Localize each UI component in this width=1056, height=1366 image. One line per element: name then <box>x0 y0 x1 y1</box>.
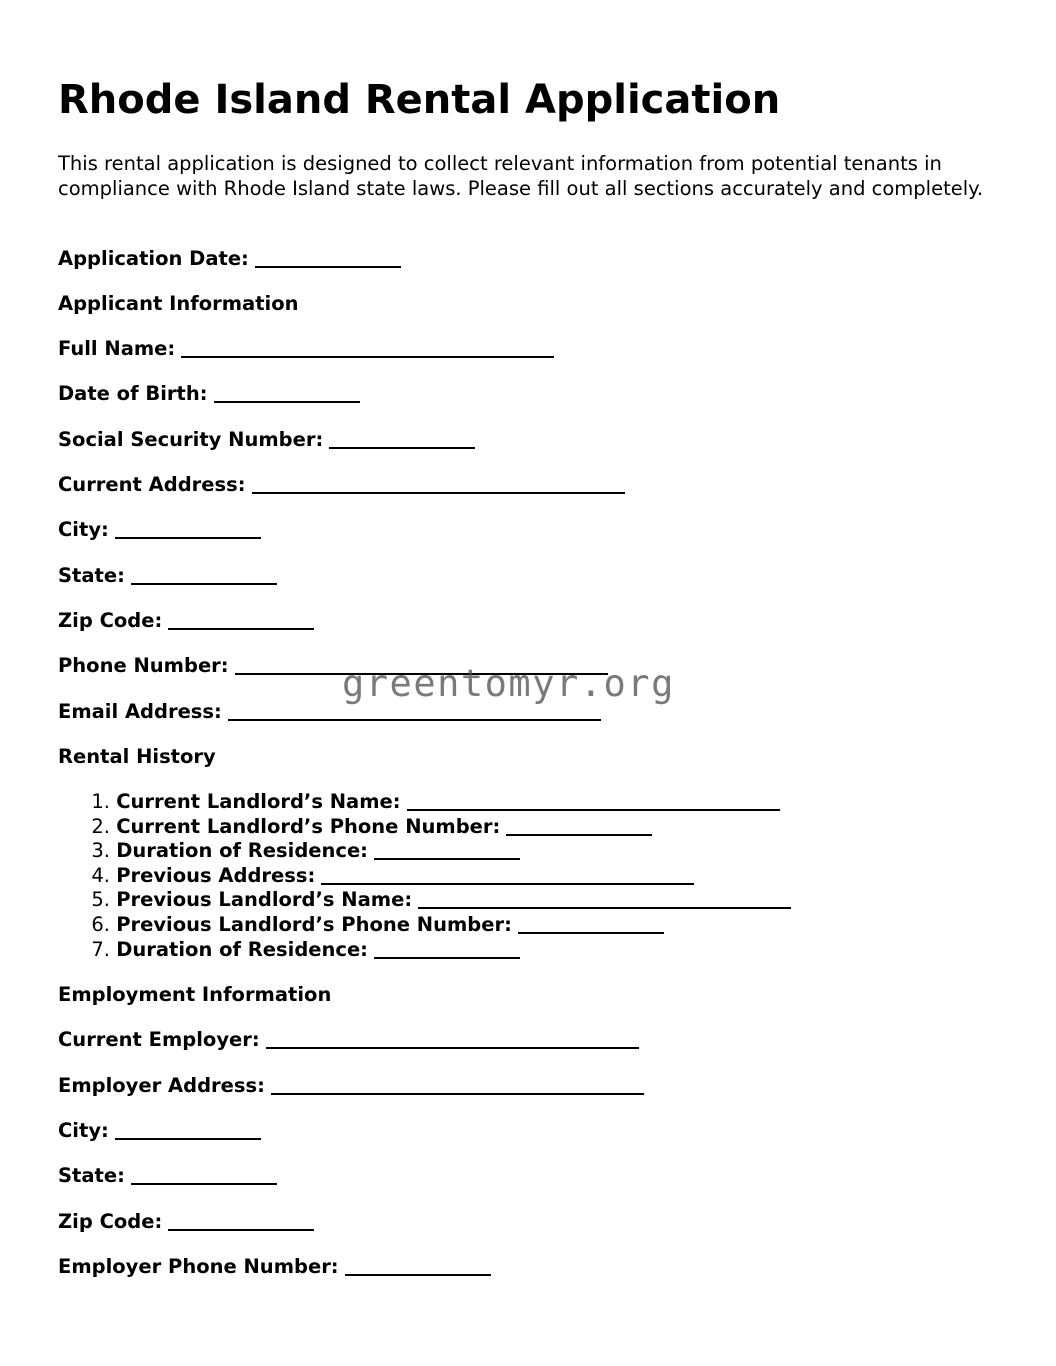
current-employer-label: Current Employer: <box>58 1028 260 1051</box>
zip-code-blank[interactable] <box>168 628 314 630</box>
date-of-birth-field <box>58 382 360 406</box>
previous-landlord-name-blank[interactable] <box>418 907 791 909</box>
list-item <box>58 913 791 938</box>
employer-city-label: City: <box>58 1119 109 1142</box>
list-item-label: Current Landlord’s Phone Number: <box>116 814 501 838</box>
employer-address-blank[interactable] <box>271 1093 644 1095</box>
date-of-birth-blank[interactable] <box>214 401 360 403</box>
list-item <box>58 938 791 963</box>
zip-code-field <box>58 609 314 633</box>
application-date-label: Application Date: <box>58 247 249 270</box>
state-label: State: <box>58 564 125 587</box>
list-item-label: Previous Landlord’s Phone Number: <box>116 912 512 936</box>
employer-zip-code-field <box>58 1210 314 1234</box>
rental-history-heading: Rental History <box>58 745 216 768</box>
employer-address-field <box>58 1074 644 1098</box>
previous-address-blank[interactable] <box>321 883 694 885</box>
current-landlord-phone-blank[interactable] <box>506 834 652 836</box>
zip-code-label: Zip Code: <box>58 609 163 632</box>
employer-city-blank[interactable] <box>115 1138 261 1140</box>
rental-history-list <box>58 790 791 962</box>
employer-zip-code-blank[interactable] <box>168 1229 314 1231</box>
list-item-label: Duration of Residence: <box>116 937 368 961</box>
ssn-blank[interactable] <box>329 447 475 449</box>
employer-state-field <box>58 1164 277 1188</box>
list-item <box>58 790 791 815</box>
list-item-label: Duration of Residence: <box>116 839 368 863</box>
current-address-label: Current Address: <box>58 473 246 496</box>
list-item-number: 5. <box>91 888 110 912</box>
city-blank[interactable] <box>115 537 261 539</box>
list-item <box>58 839 791 864</box>
employer-state-label: State: <box>58 1164 125 1187</box>
list-item-number: 3. <box>91 839 110 863</box>
full-name-blank[interactable] <box>181 356 554 358</box>
state-blank[interactable] <box>131 583 277 585</box>
list-item-number: 1. <box>91 790 110 813</box>
employer-zip-code-label: Zip Code: <box>58 1210 163 1233</box>
city-field <box>58 518 261 542</box>
employer-phone-label: Employer Phone Number: <box>58 1255 339 1278</box>
intro-paragraph: This rental application is designed to collect relevant information from potential tenants in compliance with Rhode Island state laws. Please fill out all sections accurately and completely. <box>58 152 984 200</box>
applicant-information-heading: Applicant Information <box>58 292 299 315</box>
ssn-label: Social Security Number: <box>58 428 324 451</box>
email-address-blank[interactable] <box>228 719 601 721</box>
list-item-label: Previous Landlord’s Name: <box>116 888 413 912</box>
city-label: City: <box>58 518 109 541</box>
current-employer-field <box>58 1028 639 1052</box>
page-title: Rhode Island Rental Application <box>58 77 781 123</box>
employer-address-label: Employer Address: <box>58 1074 265 1097</box>
list-item-label: Previous Address: <box>116 863 316 887</box>
phone-number-label: Phone Number: <box>58 654 229 677</box>
employer-phone-field <box>58 1255 491 1279</box>
full-name-field <box>58 337 554 361</box>
list-item-number: 6. <box>91 912 110 936</box>
current-address-field <box>58 473 625 497</box>
employment-information-heading: Employment Information <box>58 983 332 1006</box>
list-item <box>58 864 791 889</box>
ssn-field <box>58 428 475 452</box>
list-item <box>58 815 791 840</box>
current-landlord-name-blank[interactable] <box>407 809 780 811</box>
previous-duration-of-residence-blank[interactable] <box>374 957 520 959</box>
email-address-label: Email Address: <box>58 700 222 723</box>
current-employer-blank[interactable] <box>266 1047 639 1049</box>
employer-phone-blank[interactable] <box>345 1274 491 1276</box>
current-address-blank[interactable] <box>252 492 625 494</box>
date-of-birth-label: Date of Birth: <box>58 382 208 405</box>
application-date-blank[interactable] <box>255 266 401 268</box>
list-item-label: Current Landlord’s Name: <box>116 790 401 813</box>
list-item-number: 7. <box>91 937 110 961</box>
previous-landlord-phone-blank[interactable] <box>518 932 664 934</box>
employer-city-field <box>58 1119 261 1143</box>
state-field <box>58 564 277 588</box>
duration-of-residence-blank[interactable] <box>374 858 520 860</box>
list-item-number: 4. <box>91 863 110 887</box>
list-item <box>58 888 791 913</box>
full-name-label: Full Name: <box>58 337 176 360</box>
watermark: greentomyr.org <box>342 662 675 705</box>
application-date-field <box>58 247 401 271</box>
list-item-number: 2. <box>91 814 110 838</box>
employer-state-blank[interactable] <box>131 1183 277 1185</box>
